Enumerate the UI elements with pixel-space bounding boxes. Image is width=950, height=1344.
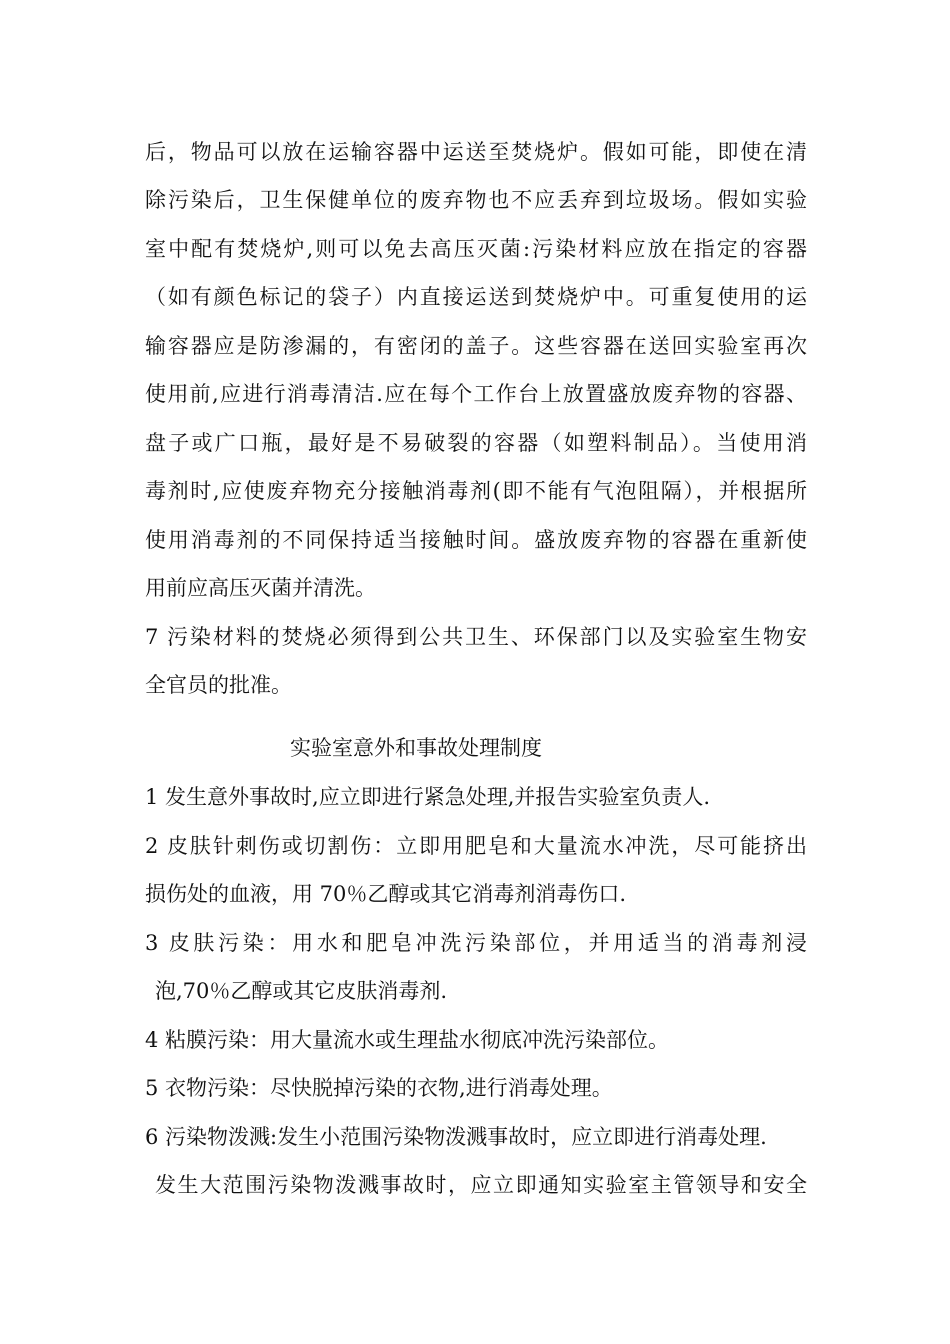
section-heading: 实验室意外和事故处理制度 [290, 736, 542, 760]
list-item: 4 粘膜污染：用大量流水或生理盐水彻底冲洗污染部位。 [145, 1028, 670, 1052]
paragraph-line: 使用消毒剂的不同保持适当接触时间。盛放废弃物的容器在重新使 [145, 528, 807, 552]
list-item: 1 发生意外事故时,应立即进行紧急处理,并报告实验室负责人. [145, 785, 711, 809]
list-item: 2 皮肤针刺伤或切割伤：立即用肥皂和大量流水冲洗，尽可能挤出 [145, 834, 807, 858]
list-item: 5 衣物污染：尽快脱掉污染的衣物,进行消毒处理。 [145, 1076, 613, 1100]
list-item-continuation: 泡,70％乙醇或其它皮肤消毒剂. [155, 979, 448, 1003]
paragraph-line: 使用前,应进行消毒清洁.应在每个工作台上放置盛放废弃物的容器、 [145, 382, 807, 406]
paragraph-line: 后，物品可以放在运输容器中运送至焚烧炉。假如可能，即使在清 [145, 140, 807, 164]
paragraph-line: 用前应高压灭菌并清洗。 [145, 576, 376, 600]
paragraph-line: 室中配有焚烧炉,则可以免去高压灭菌:污染材料应放在指定的容器 [145, 237, 807, 261]
paragraph-line: 除污染后，卫生保健单位的废弃物也不应丢弃到垃圾场。假如实验 [145, 188, 807, 212]
list-item-continuation: 发生大范围污染物泼溅事故时，应立即通知实验室主管领导和安全 [155, 1173, 807, 1197]
paragraph-line: （如有颜色标记的袋子）内直接运送到焚烧炉中。可重复使用的运 [145, 285, 807, 309]
paragraph-line: 盘子或广口瓶，最好是不易破裂的容器（如塑料制品）。当使用消 [145, 431, 807, 455]
paragraph-line: 输容器应是防渗漏的，有密闭的盖子。这些容器在送回实验室再次 [145, 334, 807, 358]
paragraph-line: 全官员的批准。 [145, 673, 292, 697]
list-item: 3 皮肤污染：用水和肥皂冲洗污染部位，并用适当的消毒剂浸 [145, 931, 807, 955]
paragraph-line: 毒剂时,应使废弃物充分接触消毒剂(即不能有气泡阻隔），并根据所 [145, 479, 807, 503]
list-item-continuation: 损伤处的血液，用 70％乙醇或其它消毒剂消毒伤口. [145, 882, 627, 906]
paragraph-line: 7 污染材料的焚烧必须得到公共卫生、环保部门以及实验室生物安 [145, 625, 807, 649]
list-item: 6 污染物泼溅:发生小范围污染物泼溅事故时，应立即进行消毒处理. [145, 1125, 767, 1149]
